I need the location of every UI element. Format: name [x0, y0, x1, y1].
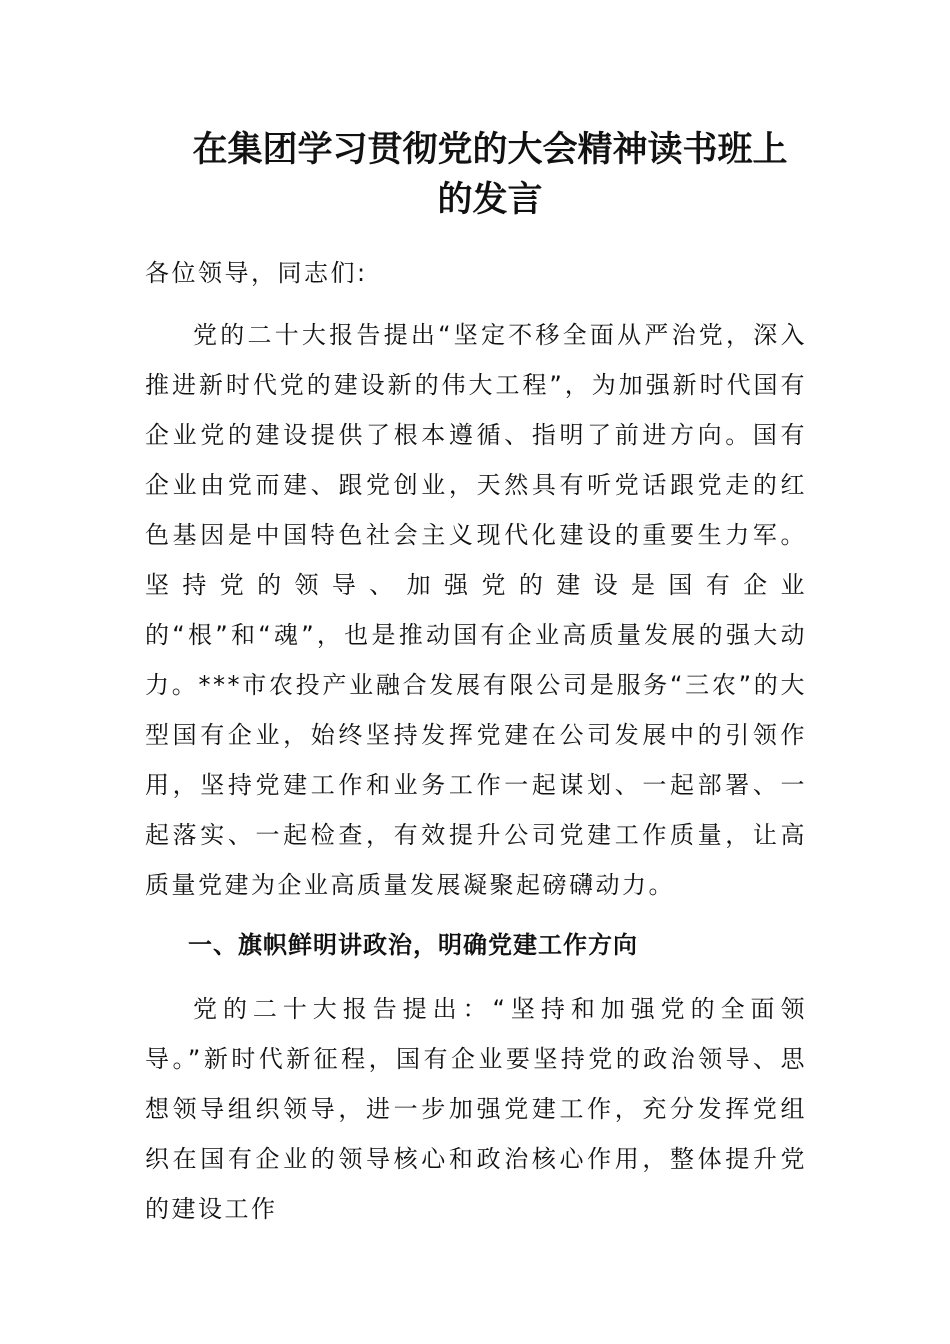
- document-title: [145, 125, 835, 225]
- paragraph-section-1: 党的二十大报告提出：“坚持和加强党的全面领导。”新时代新征程，国有企业要坚持党的政治领导、思想领导组织领导，进一步加强党建工作，充分发挥党组织在国有企业的领导核心和政治核心作用，整体提升党的建设工作: [145, 995, 807, 1223]
- paragraph-intro: 党的二十大报告提出“坚定不移全面从严治党，深入推进新时代党的建设新的伟大工程”，为加强新时代国有企业党的建设提供了根本遵循、指明了前进方向。国有企业由党而建、跟党创业，天然具有听党话跟党走的红色基因是中国特色社会主义现代化建设的重要生力军。坚持党的领导、加强党的建设是国有企业的“根”和“魂”，也是推动国有企业高质量发展的强大动力。***市农投产业融合发展有限公司是服务“三农”的大型国有企业，始终坚持发挥党建在公司发展中的引领作用，坚持党建工作和业务工作一起谋划、一起部署、一起落实、一起检查，有效提升公司党建工作质量，让高质量党建为企业高质量发展凝聚起磅礴动力。: [145, 321, 807, 899]
- salutation: 各位领导，同志们:: [145, 259, 368, 287]
- section-heading-1: 一、旗帜鲜明讲政治，明确党建工作方向: [188, 931, 638, 959]
- title-line-2: 的发言: [437, 179, 543, 220]
- title-line-1: 在集团学习贯彻党的大会精神读书班上: [192, 129, 788, 170]
